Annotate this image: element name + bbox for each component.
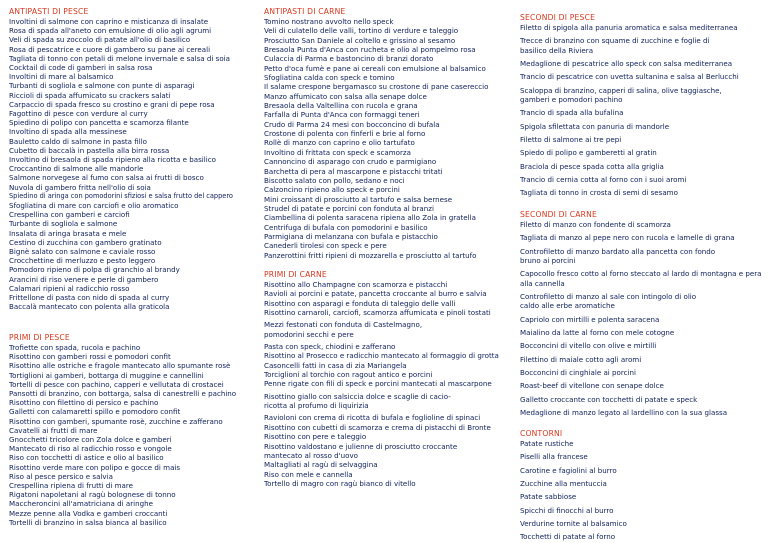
menu-item: Trancio di pescatrice con uvetta sultanina e salsa al Berlucchi <box>520 72 739 82</box>
contorni-list <box>520 439 764 542</box>
section-title-primi-pesce: PRIMI DI PESCE <box>9 333 70 342</box>
antipasti-pesce-list <box>9 17 257 312</box>
menu-item: Trancio di spada alla bufalina <box>520 108 624 118</box>
secondi-pesce-list <box>520 23 764 198</box>
menu-item: Crespellina con gamberi e carciofi <box>9 210 130 220</box>
menu-item: Cestino di zucchina con gambero gratinato <box>9 237 162 247</box>
menu-item: Involtini di mare al balsamico <box>9 72 114 82</box>
menu-item: Scaloppa di branzino, capperi di salina, olive taggiasche, gamberi e pomodori pachino <box>520 85 722 105</box>
menu-item: Involtino di spada alla messinese <box>9 127 127 137</box>
menu-item: Tagliata di tonno in crosta di semi di sesamo <box>520 188 678 198</box>
menu-item: Croccantino di salmone alle mandorle <box>9 164 144 174</box>
menu-item: Spiedino di aringa con pomodorini sfiziosi e salsa frutto del cappero <box>9 191 233 200</box>
menu-item: Braciola di pesce spada cotta alla griglia <box>520 161 664 171</box>
menu-item: Rosa di pescatrice e cuore di gambero su pane ai cereali <box>9 44 211 54</box>
menu-item: Cocktail di code di gamberi in salsa rosa <box>9 63 153 73</box>
menu-item: Risottino alle ostriche e fragole mantecato allo spumante rosè <box>9 361 231 371</box>
menu-item: Filetto di manzo con fondente di scamorza <box>520 220 671 229</box>
menu-item: Riccioli di spada affumicato su crackers salati <box>9 90 171 100</box>
menu-item: Farfalla di Punta d'Anca con formaggi teneri <box>264 110 420 120</box>
menu-item: Bresaola Punta d'Anca con rucheta e olio al pompelmo rosa <box>264 45 476 55</box>
menu-item: Piselli alla francese <box>520 452 588 462</box>
menu-item: Veli di spada su zoccolo di patate all'olio di basilico <box>9 35 191 45</box>
menu-item: Culaccia di Parma e bastoncino di branzi dorato <box>264 54 434 64</box>
menu-item: Cannoncino di asparago con crudo e parmigiano <box>264 157 437 167</box>
menu-item: Rosa di spada all'aneto con emulsione di olio agli agrumi <box>9 26 212 36</box>
menu-item: Patate rustiche <box>520 439 574 448</box>
menu-item: Penne rigate con fili di speck e porcini mantecati al mascarpone <box>264 379 492 389</box>
menu-item: Involtini di salmone con caprino e misticanza di insalate <box>9 17 209 26</box>
menu-item: Mini croissant di prosciutto al tartufo e salsa bernese <box>264 194 453 204</box>
menu-item: Spigola sfilettata con panuria di mandorle <box>520 121 670 131</box>
menu-item: Veli di culatello delle valli, tortino di verdure e taleggio <box>264 26 459 36</box>
menu-item: Bocconcini di cinghiale ai porcini <box>520 368 636 378</box>
section-title-primi-carne: PRIMI DI CARNE <box>264 270 327 279</box>
menu-item: Barchetta di pera al mascarpone e pistacchi tritati <box>264 166 443 176</box>
menu-item: Crostone di polenta con finferli e brie al forno <box>264 129 426 139</box>
section-title-secondi-pesce: SECONDI DI PESCE <box>520 13 596 22</box>
section-secondi-carne <box>520 210 764 418</box>
menu-item: Roast-beef di vitellone con senape dolce <box>520 381 664 391</box>
menu-item: Turbanti di sogliola e salmone con punte di asparagi <box>9 81 195 91</box>
menu-item: Risottino con gamberi, spumante rosè, zucchine e zafferano <box>9 416 223 426</box>
column-right <box>520 0 764 543</box>
menu-item: Trecce di branzino con squame di zucchine e foglie di basilico della Riviera <box>520 36 710 55</box>
menu-item: Tortelli di branzino in salsa bianca al basilico <box>9 517 167 527</box>
primi-carne-list <box>264 280 512 488</box>
menu-item: Crespellina ripiena di frutti di mare <box>9 481 134 491</box>
menu-item: Medaglione di pescatrice allo speck con salsa mediterranea <box>520 59 733 69</box>
menu-item: Carpaccio di spada fresco su crostino e grani di pepe rosa <box>9 99 215 109</box>
menu-item: Tagliata di tonno con petali di melone invernale e salsa di soia <box>9 53 230 63</box>
menu-item: Arancini di riso venere e perle di gambero <box>9 274 159 284</box>
menu-item: Pansotti di branzino, con bottarga, salsa di canestrelli e pachino <box>9 389 237 399</box>
menu-item: Bresaola della Valtellina con rucola e grana <box>264 101 418 111</box>
menu-item: Crocchettine di merluzzo e pesto leggero <box>9 256 156 266</box>
menu-item: Casoncelli fatti in casa di zia Mariangela <box>264 360 407 370</box>
menu-item: Filetto di salmone ai tre pepi <box>520 135 622 145</box>
menu-item: Risottino allo Champagne con scamorza e pistacchi <box>264 280 448 289</box>
menu-item: Filettino di maiale cotto agli aromi <box>520 354 642 364</box>
menu-item: Sfogliatina di mare con carciofi e olio aromatico <box>9 201 179 211</box>
menu-item: Tortelli di pesce con pachino, capperi e vellutata di crostacei <box>9 379 224 389</box>
column-left <box>9 0 257 543</box>
menu-item: Pomodoro ripieno di polpa di granchio al brandy <box>9 265 180 275</box>
menu-item: Spicchi di finocchi al burro <box>520 505 614 515</box>
menu-item: Calzoncino ripieno allo speck e porcini <box>264 185 400 195</box>
menu-item: Riso al pesce persico e salvia <box>9 471 113 481</box>
menu-item: Zucchine alla mentuccia <box>520 479 607 489</box>
menu-item: Bignè salato con salmone e caviale rosso <box>9 247 156 257</box>
section-title-antipasti-carne: ANTIPASTI DI CARNE <box>264 7 346 16</box>
menu-item: Riso con mele e cannella <box>264 469 353 479</box>
menu-item: Tagliata di manzo al pepe nero con rucola e lamelle di grana <box>520 233 735 243</box>
menu-item: Galletto croccante con tocchetti di patate e speck <box>520 394 698 404</box>
menu-item: Il salame crespone bergamasco su crostone di pane casereccio <box>264 82 489 92</box>
antipasti-carne-list <box>264 17 512 260</box>
menu-item: Risottino giallo con salsiccia dolce e scaglie di cacio-ricotta al profumo di liquirizia <box>264 391 451 411</box>
menu-item: Trofiette con spada, rucola e pachino <box>9 343 141 352</box>
menu-item: Torciglioni al torchio con ragout antico e porcini <box>264 370 433 380</box>
menu-item: Maccheroncini all'amatriciana di aringhe <box>9 499 153 509</box>
menu-item: Mezze penne alla Vodka e gamberi croccanti <box>9 508 168 518</box>
menu-item: Risottino con pere e taleggio <box>264 432 367 442</box>
column-middle <box>264 0 512 543</box>
menu-item: Crudo di Parma 24 mesi con bocconcino di bufala <box>264 119 440 129</box>
section-primi-pesce <box>9 333 257 527</box>
menu-item: Risottino con cubetti di scamorza e crema di pistacchi di Bronte <box>264 422 491 432</box>
section-contorni <box>520 429 764 542</box>
menu-item: Mezzi festonati con fonduta di Castelmagno, pomodorini secchi e pere <box>264 320 423 339</box>
menu-item: Capriolo con mirtilli e polenta saracena <box>520 314 660 324</box>
menu-item: Pasta con speck, chiodini e zafferano <box>264 342 396 352</box>
menu-item: Ravioli ai porcini e patate, pancetta croccante al burro e salvia <box>264 289 487 299</box>
menu-item: Parmigiana di melanzana con bufala e pistacchio <box>264 231 438 241</box>
menu-item: Maialino da latte al forno con mele cotogne <box>520 328 675 338</box>
menu-item: Riso con tocchetti di astice e olio al basilico <box>9 453 164 463</box>
menu-item: Ravioloni con crema di ricotta di bufala e foglioline di spinaci <box>264 413 481 423</box>
menu-item: Trancio di cernia cotta al forno con i suoi aromi <box>520 175 687 185</box>
menu-item: Risottino al Prosecco e radicchio mantecato al formaggio di grotta <box>264 351 499 361</box>
menu-item: Fagottino di pesce con verdure al curry <box>9 109 148 119</box>
menu-item: Canederli tirolesi con speck e pere <box>264 241 387 251</box>
menu-item: Tortiglioni ai gamberi, bottarga di muggine e cannellini <box>9 370 204 380</box>
menu-item: Manzo affumicato con salsa alla senape dolce <box>264 91 427 101</box>
menu-item: Nuvola di gambero fritta nell'olio di soia <box>9 182 151 192</box>
menu-item: Verdurine tornite al balsamico <box>520 519 627 529</box>
menu-item: Spiedino di polipo con pancetta e scamorza filante <box>9 118 189 128</box>
menu-item: Carotine e fagiolini al burro <box>520 465 617 475</box>
menu-item: Tomino nostrano avvolto nello speck <box>264 17 394 26</box>
menu-item: Maltagliati al ragù di selvaggina <box>264 460 378 470</box>
menu-item: Risottino con filettino di persico e pachino <box>9 398 159 408</box>
menu-item: Ciambellina di polenta saracena ripiena allo Zola in gratella <box>264 213 476 223</box>
menu-item: Capocollo fresco cotto al forno steccato al lardo di montagna e pera alla cannella <box>520 269 762 288</box>
menu-item: Sfogliatina calda con speck e tomino <box>264 73 395 83</box>
menu-item: Involtino di bresaola di spada ripieno alla ricotta e basilico <box>9 155 216 165</box>
section-primi-carne <box>264 270 512 488</box>
menu-item: Bauletto caldo di salmone in pasta fillo <box>9 136 148 146</box>
menu-item: Biscotto salato con pollo, sedano e noci <box>264 175 405 185</box>
menu-item: Controfiletto di manzo al sale con intingolo di olio caldo alle erbe aromatiche <box>520 292 697 311</box>
menu-item: Rollè di manzo con caprino e olio tartufato <box>264 138 415 148</box>
section-secondi-pesce <box>520 13 764 198</box>
menu-item: Galletti con calamaretti spillo e pomodoro confit <box>9 407 181 417</box>
menu-item: Patate sabbiose <box>520 492 577 502</box>
menu-item: Salmone norvegese al fumo con salsa ai frutti di bosco <box>9 173 204 183</box>
menu-item: Tortello di magro con ragù bianco di vitello <box>264 478 416 488</box>
menu-item: Mantecato di riso al radicchio rosso e vongole <box>9 444 172 454</box>
menu-item: Strudel di patate e porcini con fonduta al branzi <box>264 203 434 213</box>
menu-item: Cubetto di baccalà in pastella alla birra rossa <box>9 145 170 155</box>
section-title-secondi-carne: SECONDI DI CARNE <box>520 210 598 219</box>
section-antipasti-carne <box>264 7 512 260</box>
menu-item: Risottino con gamberi rossi e pomodori confit <box>9 352 171 362</box>
menu-item: Frittellone di pasta con nido di spada al curry <box>9 293 170 303</box>
section-title-contorni: CONTORNI <box>520 429 563 438</box>
menu-item: Involtino di frittata con speck e scamorza <box>264 147 411 157</box>
secondi-carne-list <box>520 220 764 418</box>
menu-item: Gnocchetti tricolore con Zola dolce e gamberi <box>9 435 172 445</box>
menu-item: Risottino con asparagi e fonduta di taleggio delle valli <box>264 298 456 308</box>
section-antipasti-pesce <box>9 7 257 312</box>
menu-item: Bocconcini di vitello con olive e mirtilli <box>520 341 657 351</box>
menu-item: Petto d'oca fumè e pane ai cereali con emulsione al balsamico <box>264 63 486 73</box>
section-title-antipasti-pesce: ANTIPASTI DI PESCE <box>9 7 89 16</box>
menu-item: Risottino carnaroli, carciofi, scamorza affumicata e pinoli tostati <box>264 308 491 318</box>
menu-item: Medaglione di manzo legato al lardellino con la sua glassa <box>520 408 728 418</box>
menu-item: Calamari ripieni al radicchio rosso <box>9 283 130 293</box>
menu-item: Insalata di aringa brasata e mele <box>9 228 127 238</box>
menu-item: Controfiletto di manzo bardato alla pancetta con fondo bruno ai porcini <box>520 246 716 266</box>
menu-item: Rigatoni napoletani al ragù bolognese di tonno <box>9 490 176 500</box>
menu-item: Baccalà mantecato con polenta alla graticola <box>9 302 170 312</box>
menu-item: Turbante di sogliola e salmone <box>9 219 118 229</box>
menu-item: Tocchetti di patate al forno <box>520 532 616 542</box>
primi-pesce-list <box>9 343 257 527</box>
menu-item: Prosciutto San Daniele al coltello e grissino al sesamo <box>264 35 456 45</box>
menu-item: Filetto di spigola alla panuria aromatica e salsa mediterranea <box>520 23 738 32</box>
menu-item: Risottino verde mare con polipo e gocce di mais <box>9 462 181 472</box>
menu-item: Panzerottini fritti ripieni di mozzarella e prosciutto al tartufo <box>264 250 477 260</box>
menu-item: Cavatelli ai frutti di mare <box>9 425 98 435</box>
menu-item: Risottino valdostano e julienne di prosciutto croccante mantecato al rosso d'uovo <box>264 441 458 460</box>
menu-item: Centrifuga di bufala con pomodorini e basilico <box>264 222 428 232</box>
menu-item: Spiedo di polipo e gamberetti al gratin <box>520 148 657 158</box>
